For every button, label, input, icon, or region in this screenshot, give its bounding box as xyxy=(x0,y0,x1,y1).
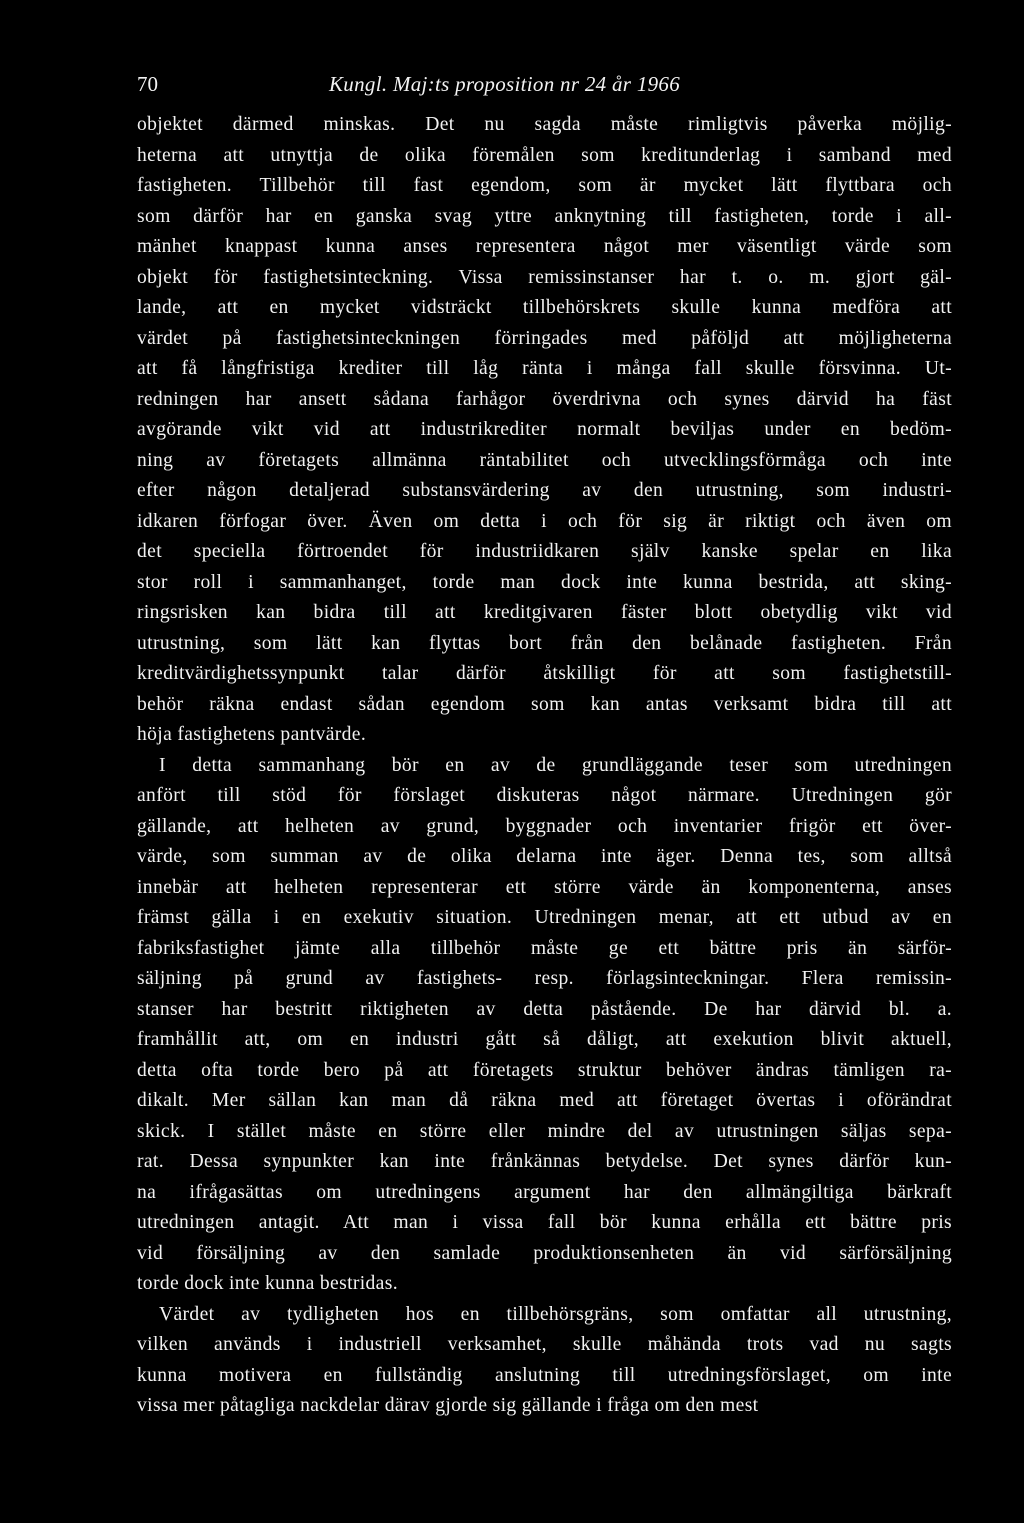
text-line: kunna motivera en fullständig anslutning till utredningsförslaget, om inte xyxy=(137,1364,952,1386)
text-line: vilken används i industriell verksamhet, skulle måhända trots vad nu sagts xyxy=(137,1334,952,1355)
text-line: utrustning, som lätt kan flyttas bort från den belånade fastigheten. Från xyxy=(137,632,952,654)
text-line: I detta sammanhang bör en av de grundläggande teser som utredningen xyxy=(159,754,952,776)
text-line: att få långfristiga krediter till låg ränta i många fall skulle försvinna. Ut- xyxy=(137,358,952,379)
text-line: det speciella förtroendet för industriidkaren själv kanske spelar en lika xyxy=(137,541,952,562)
text-line: säljning på grund av fastighets- resp. förlagsinteckningar. Flera remissin- xyxy=(137,968,952,989)
paragraph xyxy=(137,110,952,751)
text-line: torde dock inte kunna bestridas. xyxy=(137,1273,398,1294)
paragraph xyxy=(137,1300,952,1422)
text-line: redningen har ansett sådana farhågor överdrivna och synes därvid ha fäst xyxy=(137,388,952,410)
text-line: objekt för fastighetsinteckning. Vissa remissinstanser har t. o. m. gjort gäl- xyxy=(137,266,952,288)
text-line: fastigheten. Tillbehör till fast egendom, som är mycket lätt flyttbara och xyxy=(137,175,952,196)
text-line: som därför har en ganska svag yttre anknytning till fastigheten, torde i all- xyxy=(137,205,952,227)
text-line: stanser har bestritt riktigheten av detta påstående. De har därvid bl. a. xyxy=(137,998,952,1020)
text-line: värdet på fastighetsinteckningen förringades med påföljd att möjligheterna xyxy=(137,327,952,349)
text-line: värde, som summan av de olika delarna inte äger. Denna tes, som alltså xyxy=(137,846,952,867)
text-line: fabriksfastighet jämte alla tillbehör måste ge ett bättre pris än särför- xyxy=(137,937,952,959)
text-line: rat. Dessa synpunkter kan inte frånkännas betydelse. Det synes därför kun- xyxy=(137,1151,952,1172)
text-line: framhållit att, om en industri gått så dåligt, att exekution blivit aktuell, xyxy=(137,1029,952,1050)
page-number: 70 xyxy=(137,72,158,96)
text-line: vid försäljning av den samlade produktionsenheten än vid särförsäljning xyxy=(137,1242,952,1264)
text-line: vissa mer påtagliga nackdelar därav gjorde sig gällande i fråga om den mest xyxy=(137,1395,759,1416)
text-line: gällande, att helheten av grund, byggnader och inventarier frigör ett över- xyxy=(137,815,952,837)
text-line: skick. I stället måste en större eller mindre del av utrustningen säljas sepa- xyxy=(137,1120,952,1142)
text-line: ning av företagets allmänna räntabilitet och utvecklingsförmåga och inte xyxy=(137,449,952,471)
text-line: stor roll i sammanhanget, torde man dock inte kunna bestrida, att sking- xyxy=(137,571,952,593)
text-line: anfört till stöd för förslaget diskuteras något närmare. Utredningen gör xyxy=(137,785,952,806)
text-line: dikalt. Mer sällan kan man då räkna med att företaget övertas i oförändrat xyxy=(137,1090,952,1111)
text-line: avgörande vikt vid att industrikrediter normalt beviljas under en bedöm- xyxy=(137,419,952,440)
body-text xyxy=(137,110,952,1422)
text-line: behör räkna endast sådan egendom som kan antas verksamt bidra till att xyxy=(137,693,952,715)
text-line: innebär att helheten representerar ett större värde än komponenterna, anses xyxy=(137,876,952,898)
text-line: Värdet av tydligheten hos en tillbehörsgräns, som omfattar all utrustning, xyxy=(159,1303,952,1325)
page-header xyxy=(137,66,952,102)
text-line: objektet därmed minskas. Det nu sagda måste rimligtvis påverka möjlig- xyxy=(137,114,952,135)
text-line: na ifrågasättas om utredningens argument har den allmängiltiga bärkraft xyxy=(137,1181,952,1203)
running-title: Kungl. Maj:ts proposition nr 24 år 1966 xyxy=(329,72,681,96)
text-line: höja fastighetens pantvärde. xyxy=(137,724,367,745)
document-page xyxy=(137,66,952,1422)
text-line: detta ofta torde bero på att företagets struktur behöver ändras tämligen ra- xyxy=(137,1059,952,1081)
text-line: lande, att en mycket vidsträckt tillbehörskrets skulle kunna medföra att xyxy=(137,297,952,318)
paragraph xyxy=(137,751,952,1300)
text-line: mänhet knappast kunna anses representera något mer väsentligt värde som xyxy=(137,236,952,257)
text-line: främst gälla i en exekutiv situation. Utredningen menar, att ett utbud av en xyxy=(137,907,952,928)
text-line: ringsrisken kan bidra till att kreditgivaren fäster blott obetydlig vikt vid xyxy=(137,602,952,623)
text-line: idkaren förfogar över. Även om detta i och för sig är riktigt och även om xyxy=(137,510,952,532)
text-line: kreditvärdighetssynpunkt talar därför åtskilligt för att som fastighetstill- xyxy=(137,663,952,684)
text-line: utredningen antagit. Att man i vissa fall bör kunna erhålla ett bättre pris xyxy=(137,1212,952,1233)
text-line: efter någon detaljerad substansvärdering av den utrustning, som industri- xyxy=(137,480,952,501)
text-line: heterna att utnyttja de olika föremålen som kreditunderlag i samband med xyxy=(137,144,952,166)
